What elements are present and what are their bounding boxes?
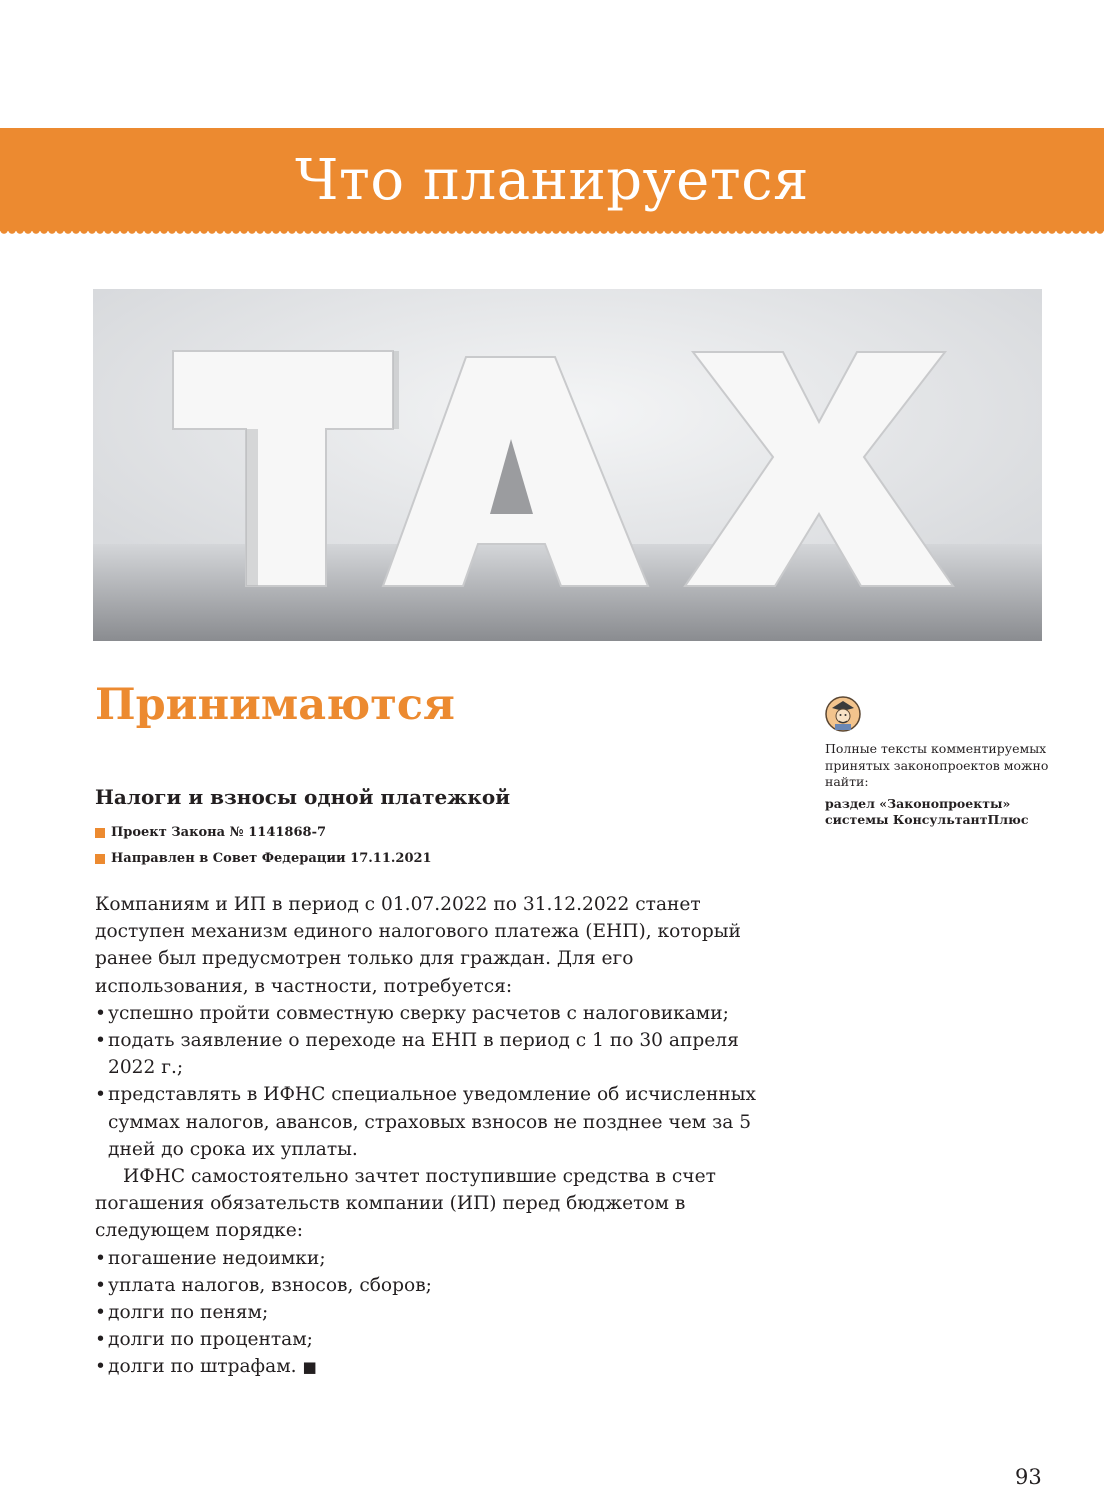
end-mark-icon: ■ [302, 1358, 317, 1377]
list-item: • долги по процентам; [95, 1326, 775, 1353]
tax-letters-photo [93, 289, 1042, 641]
law-meta-status [95, 851, 432, 866]
orange-square-bullet-icon [95, 854, 105, 864]
header-banner [0, 128, 1104, 231]
law-meta-project [95, 825, 326, 840]
page-title: Что планируется [295, 148, 809, 213]
list-item: • уплата налогов, взносов, сборов; [95, 1272, 775, 1299]
list-item: • представлять в ИФНС специальное уведомление об исчисленных суммах налогов, авансов, страховых взносов не позднее чем за 5 дней до срока их уплаты. [95, 1081, 775, 1163]
list-item-text: долги по штрафам. [108, 1356, 297, 1378]
list-item: • долги по пеням; [95, 1299, 775, 1326]
list-item: • погашение недоимки; [95, 1245, 775, 1272]
meta-text: Направлен в Совет Федерации 17.11.2021 [111, 851, 432, 866]
intro-paragraph: Компаниям и ИП в период с 01.07.2022 по 31.12.2022 станет доступен механизм единого налогового платежа (ЕНП), который ранее был предусмотрен только для граждан. Для его использования, в частности, потребуется: [95, 894, 741, 997]
law-title: Налоги и взносы одной платежкой [95, 785, 511, 809]
page-number: 93 [1015, 1465, 1042, 1489]
list-item: • успешно пройти совместную сверку расчетов с налоговиками; [95, 1000, 775, 1027]
conditions-list [95, 1000, 775, 1163]
list-item: • подать заявление о переходе на ЕНП в период с 1 по 30 апреля 2022 г.; [95, 1027, 775, 1081]
order-paragraph: ИФНС самостоятельно зачтет поступившие средства в счет погашения обязательств компании (ИП) перед бюджетом в следующем порядке: [95, 1166, 716, 1242]
list-item [95, 1353, 775, 1381]
sidebar-source: раздел «Законопроекты» системы КонсультантПлюс [825, 795, 1029, 827]
order-list [95, 1245, 775, 1382]
sidebar-note [825, 741, 1055, 829]
sidebar-note-text: Полные тексты комментируемых принятых законопроектов можно найти: [825, 741, 1049, 789]
section-heading: Принимаются [95, 680, 455, 730]
orange-square-bullet-icon [95, 828, 105, 838]
meta-text: Проект Закона № 1141868-7 [111, 825, 327, 840]
tax-letters-illustration [93, 289, 1042, 641]
consultant-avatar-icon [825, 696, 861, 732]
article-body [95, 891, 775, 1382]
